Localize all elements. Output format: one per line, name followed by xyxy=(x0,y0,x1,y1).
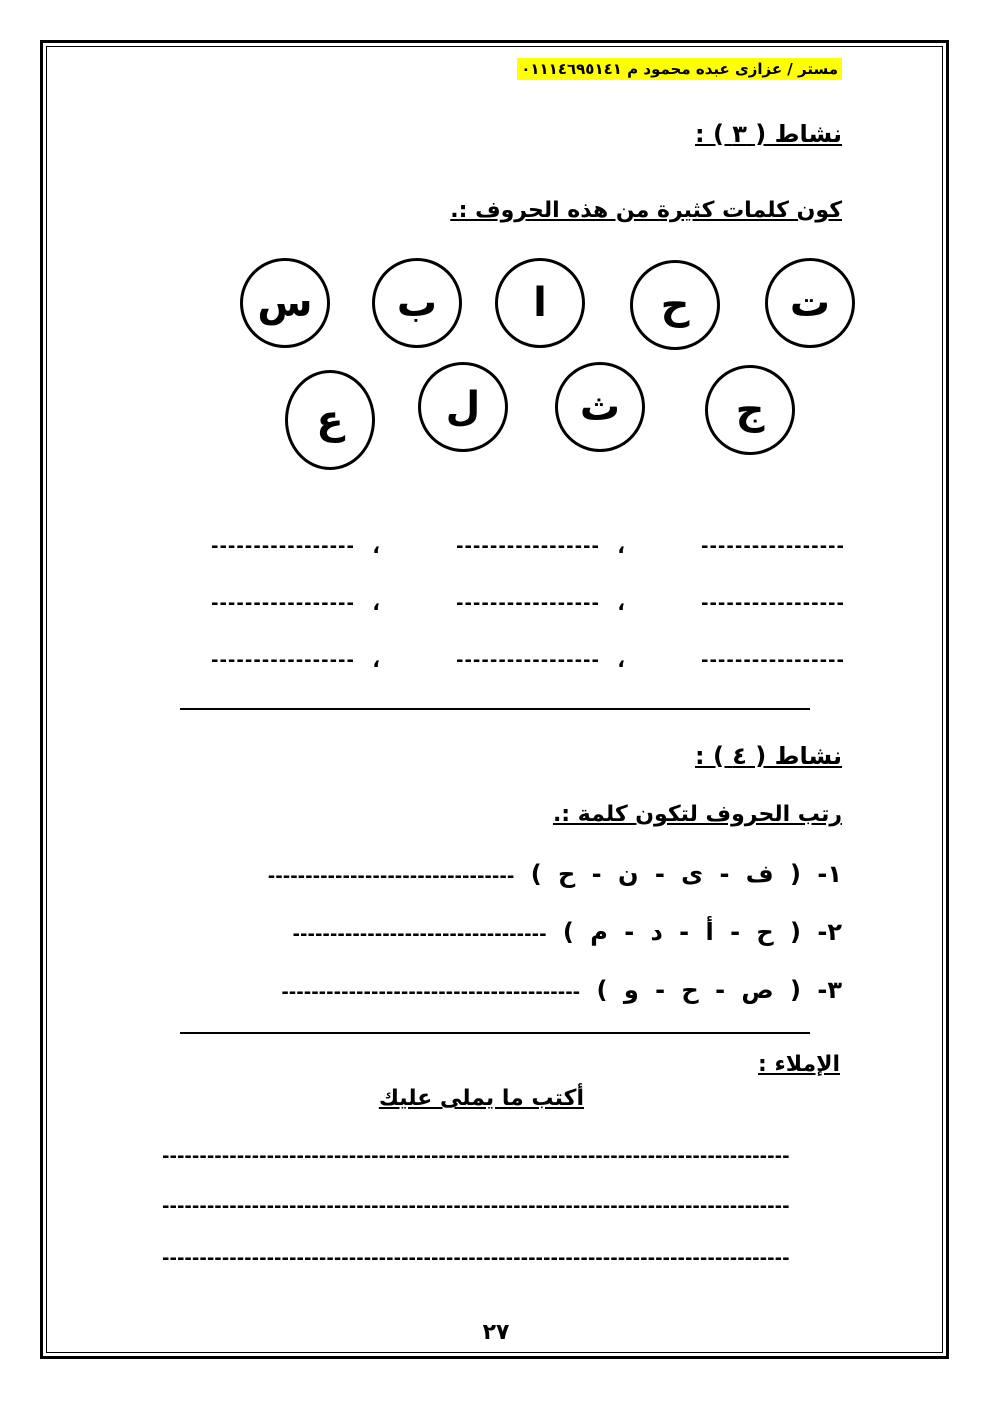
answer-blank[interactable]: ----------------- xyxy=(700,536,845,557)
answer-row xyxy=(155,650,845,680)
arrange-item xyxy=(268,860,842,888)
answer-blank[interactable]: ----------------- xyxy=(210,536,355,557)
answer-row xyxy=(155,536,845,566)
section-divider xyxy=(180,708,810,710)
dictation-line[interactable]: ------------------------------------------------------------------------------------ xyxy=(162,1248,790,1269)
letter-circle: ع xyxy=(285,370,375,470)
separator-comma: ، xyxy=(617,648,625,672)
separator-comma: ، xyxy=(372,534,380,558)
answer-blank[interactable]: ----------------- xyxy=(700,593,845,614)
dictation-line[interactable]: ------------------------------------------------------------------------------------ xyxy=(162,1196,790,1217)
dictation-instruction: أكتب ما يملى عليك xyxy=(378,1086,584,1111)
answer-blank[interactable]: ----------------- xyxy=(455,536,600,557)
section-divider xyxy=(180,1032,810,1034)
author-header: مستر / عزازى عبده محمود م ٠١١١٤٦٩٥١٤١ xyxy=(517,58,842,80)
answer-blank[interactable]: ---------------------------------- xyxy=(292,924,547,945)
letter-circle: ت xyxy=(765,258,855,348)
dictation-line[interactable]: ------------------------------------------------------------------------------------ xyxy=(162,1146,790,1167)
item-number: ١- xyxy=(817,860,842,888)
letter-circle: ح xyxy=(630,260,720,350)
separator-comma: ، xyxy=(617,534,625,558)
letter-circle: ب xyxy=(372,258,462,348)
letter-circle: ث xyxy=(555,362,645,452)
arrange-item xyxy=(281,976,842,1004)
activity4-title: نشاط ( ٤ ) : xyxy=(695,742,842,770)
page-number: ٢٧ xyxy=(482,1320,510,1345)
separator-comma: ، xyxy=(372,591,380,615)
answer-blank[interactable]: --------------------------------- xyxy=(267,866,515,887)
scrambled-letters: ( ص - ح - و ) xyxy=(596,976,802,1004)
dictation-title: الإملاء : xyxy=(758,1052,840,1077)
answer-blank[interactable]: ----------------- xyxy=(455,650,600,671)
letter-circle: س xyxy=(240,258,330,348)
scrambled-letters: ( ف - ى - ن - ح ) xyxy=(530,860,802,888)
separator-comma: ، xyxy=(372,648,380,672)
letter-circle: ج xyxy=(705,365,795,455)
scrambled-letters: ( ح - أ - د - م ) xyxy=(562,918,802,946)
answer-blank[interactable]: ----------------- xyxy=(210,650,355,671)
arrange-item xyxy=(293,918,842,946)
separator-comma: ، xyxy=(617,591,625,615)
activity3-title: نشاط ( ٣ ) : xyxy=(695,120,842,148)
answer-row xyxy=(155,593,845,623)
item-number: ٢- xyxy=(817,918,842,946)
letter-circle: ا xyxy=(495,258,585,348)
activity4-instruction: رتب الحروف لتكون كلمة :. xyxy=(552,802,842,827)
item-number: ٣- xyxy=(817,976,842,1004)
answer-blank[interactable]: ----------------- xyxy=(700,650,845,671)
answer-blank[interactable]: ----------------- xyxy=(455,593,600,614)
letter-circle: ل xyxy=(418,362,508,452)
answer-blank[interactable]: ---------------------------------------- xyxy=(281,982,581,1003)
answer-blank[interactable]: ----------------- xyxy=(210,593,355,614)
activity3-instruction: كون كلمات كثيرة من هذه الحروف :. xyxy=(450,198,842,223)
